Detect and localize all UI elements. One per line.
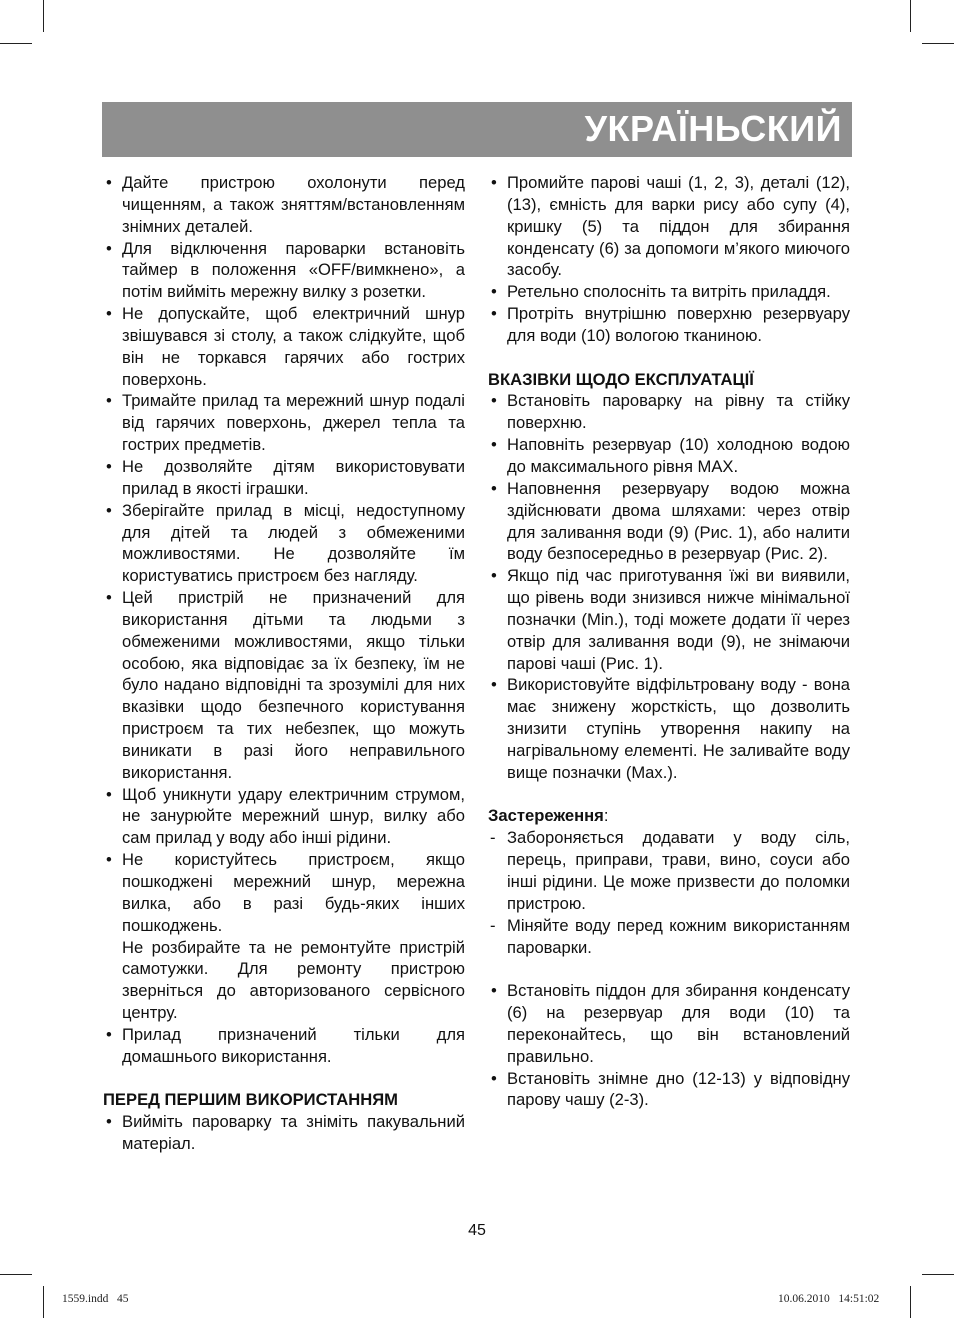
section-heading-operation: ВКАЗІВКИ ЩОДО ЕКСПЛУАТАЦІЇ bbox=[488, 369, 754, 389]
household-list bbox=[103, 1024, 465, 1068]
bullet-icon: • bbox=[106, 173, 112, 192]
list-item: • Щоб уникнути удару електричним струмом, не занурюйте мережний шнур, вилку або сам прилад у воду або інші рідини. bbox=[106, 784, 465, 848]
safety-list bbox=[103, 172, 465, 937]
list-item: - Міняйте воду перед кожним використанням пароварки. bbox=[490, 915, 850, 957]
page-title: УКРАЇНЬСКИЙ bbox=[584, 108, 842, 149]
dash-icon: - bbox=[490, 915, 496, 935]
list-item: • Прилад призначений тільки для домашнього використання. bbox=[106, 1024, 465, 1066]
assembly-list bbox=[488, 980, 850, 1111]
bullet-icon: • bbox=[491, 675, 497, 695]
before-first-use-list bbox=[103, 1111, 465, 1155]
list-item: - Забороняється додавати у воду сіль, перець, приправи, трави, вино, соуси або інші рідини. Це може призвести до поломки пристрою. bbox=[490, 828, 850, 913]
section-heading-before-first-use: ПЕРЕД ПЕРШИМ ВИКОРИСТАННЯМ bbox=[103, 1090, 398, 1110]
warning-heading: Застереження: bbox=[488, 806, 609, 826]
bullet-icon: • bbox=[106, 784, 112, 804]
right-column bbox=[488, 172, 850, 1111]
bullet-icon: • bbox=[491, 304, 497, 324]
list-item: • Промийте парові чаші (1, 2, 3), деталі (12), (13), ємність для варки рису або супу (4), кришку (5) та піддон для збирання конденсату (6) за допомоги м’якого миючого засобу. bbox=[491, 173, 850, 280]
bullet-icon: • bbox=[106, 238, 112, 258]
bullet-icon: • bbox=[106, 500, 112, 520]
list-item: • Не користуйтесь пристроєм, якщо пошкоджені мережний шнур, мережна вилка, або в разі будь-яких інших пошкоджень. bbox=[106, 850, 465, 935]
list-item: • Не дозволяйте дітям використовувати прилад в якості іграшки. bbox=[106, 456, 465, 498]
crop-mark bbox=[910, 1286, 911, 1318]
bullet-icon: • bbox=[491, 566, 497, 586]
list-item: • Для відключення пароварки встановіть таймер в положення «OFF/вимкнено», а потім вийміть мережну вилку з розетки. bbox=[106, 238, 465, 302]
bullet-icon: • bbox=[106, 456, 112, 476]
list-item: • Встановіть пароварку на рівну та стійку поверхню. bbox=[491, 391, 850, 433]
operation-list bbox=[488, 390, 850, 783]
list-item: • Якщо під час приготування їжі ви виявили, що рівень води знизився нижче мінімальної позначки (Min.), тоді можете додати її через отвір для заливання води (9), не знімаючи парові чаші (Рис. 1). bbox=[491, 566, 850, 673]
dash-icon: - bbox=[490, 828, 496, 848]
list-item: • Протріть внутрішню поверхню резервуару для води (10) вологою тканиною. bbox=[491, 304, 850, 345]
crop-mark bbox=[910, 0, 911, 32]
bullet-icon: • bbox=[491, 435, 497, 455]
footer-timestamp: 10.06.2010 14:51:02 bbox=[778, 1293, 880, 1305]
bullet-icon: • bbox=[491, 981, 497, 1001]
footer-file-info: 1559.indd 45 bbox=[62, 1293, 129, 1305]
bullet-icon: • bbox=[106, 850, 112, 870]
crop-mark bbox=[922, 1274, 954, 1275]
crop-mark bbox=[43, 1286, 44, 1318]
repair-note: Не розбирайте та не ремонтуйте пристрій самотужки. Для ремонту пристрою зверніться до авторизованого сервісного центру. bbox=[122, 937, 465, 1023]
list-item: • Цей пристрій не призначений для використання дітьми та людьми з обмеженими можливостями, якщо тільки особою, яка відповідає за їх безпеку, їм не було надано відповідні та зрозумілі для них вказівки щодо безпечного користування пристроєм та тих небезпек, що можуть виникати в разі його неправильного використання. bbox=[106, 588, 465, 782]
bullet-icon: • bbox=[106, 588, 112, 608]
bullet-icon: • bbox=[106, 391, 112, 411]
list-item: • Встановіть знімне дно (12-13) у відповідну парову чашу (2-3). bbox=[491, 1068, 850, 1110]
bullet-icon: • bbox=[106, 1024, 112, 1044]
list-item: • Вийміть пароварку та зніміть пакувальний матеріал. bbox=[106, 1112, 465, 1154]
language-header bbox=[102, 102, 852, 157]
page-number: 45 bbox=[468, 1222, 486, 1239]
left-column bbox=[103, 172, 465, 1155]
list-item: • Наповніть резервуар (10) холодною водою до максимального рівня MAX. bbox=[491, 435, 850, 476]
crop-mark bbox=[0, 43, 32, 44]
list-item: • Тримайте прилад та мережний шнур подалі від гарячих поверхонь, джерел тепла та гострих предметів. bbox=[106, 391, 465, 455]
bullet-icon: • bbox=[491, 173, 497, 192]
list-item: • Використовуйте відфільтровану воду - вона має знижену жорсткість, що дозволить знизити ступінь утворення накипу на нагрівальному елементі. Не заливайте воду вище позначки (Max.). bbox=[491, 675, 850, 782]
list-item: • Зберігайте прилад в місці, недоступному для дітей та людей з обмеженими можливостями. Не дозволяйте їм користуватись пристроєм без нагляду. bbox=[106, 500, 465, 586]
bullet-icon: • bbox=[106, 1112, 112, 1132]
bullet-icon: • bbox=[491, 282, 497, 302]
cleaning-list bbox=[488, 172, 850, 347]
bullet-icon: • bbox=[491, 1068, 497, 1088]
list-item: • Наповнення резервуару водою можна здійснювати двома шляхами: через отвір для заливання води (9) (Рис. 1), або налити воду безпосередньо в резервуар (Рис. 2). bbox=[491, 478, 850, 564]
list-item: • Встановіть піддон для збирання конденсату (6) на резервуар для води (10) та переконайтесь, що він встановлений правильно. bbox=[491, 981, 850, 1066]
crop-mark bbox=[922, 43, 954, 44]
bullet-icon: • bbox=[491, 391, 497, 411]
list-item: • Дайте пристрою охолонути перед чищенням, а також зняттям/встановленням знімних деталей. bbox=[106, 173, 465, 236]
warning-list bbox=[488, 827, 850, 958]
bullet-icon: • bbox=[491, 478, 497, 498]
crop-mark bbox=[43, 0, 44, 32]
crop-mark bbox=[0, 1274, 32, 1275]
list-item: • Ретельно сполосніть та витріть приладдя. bbox=[491, 282, 831, 302]
list-item: • Не допускайте, щоб електричний шнур звішувався зі столу, а також слідкуйте, щоб він не торкався гарячих або гострих поверхонь. bbox=[106, 304, 465, 389]
bullet-icon: • bbox=[106, 304, 112, 324]
